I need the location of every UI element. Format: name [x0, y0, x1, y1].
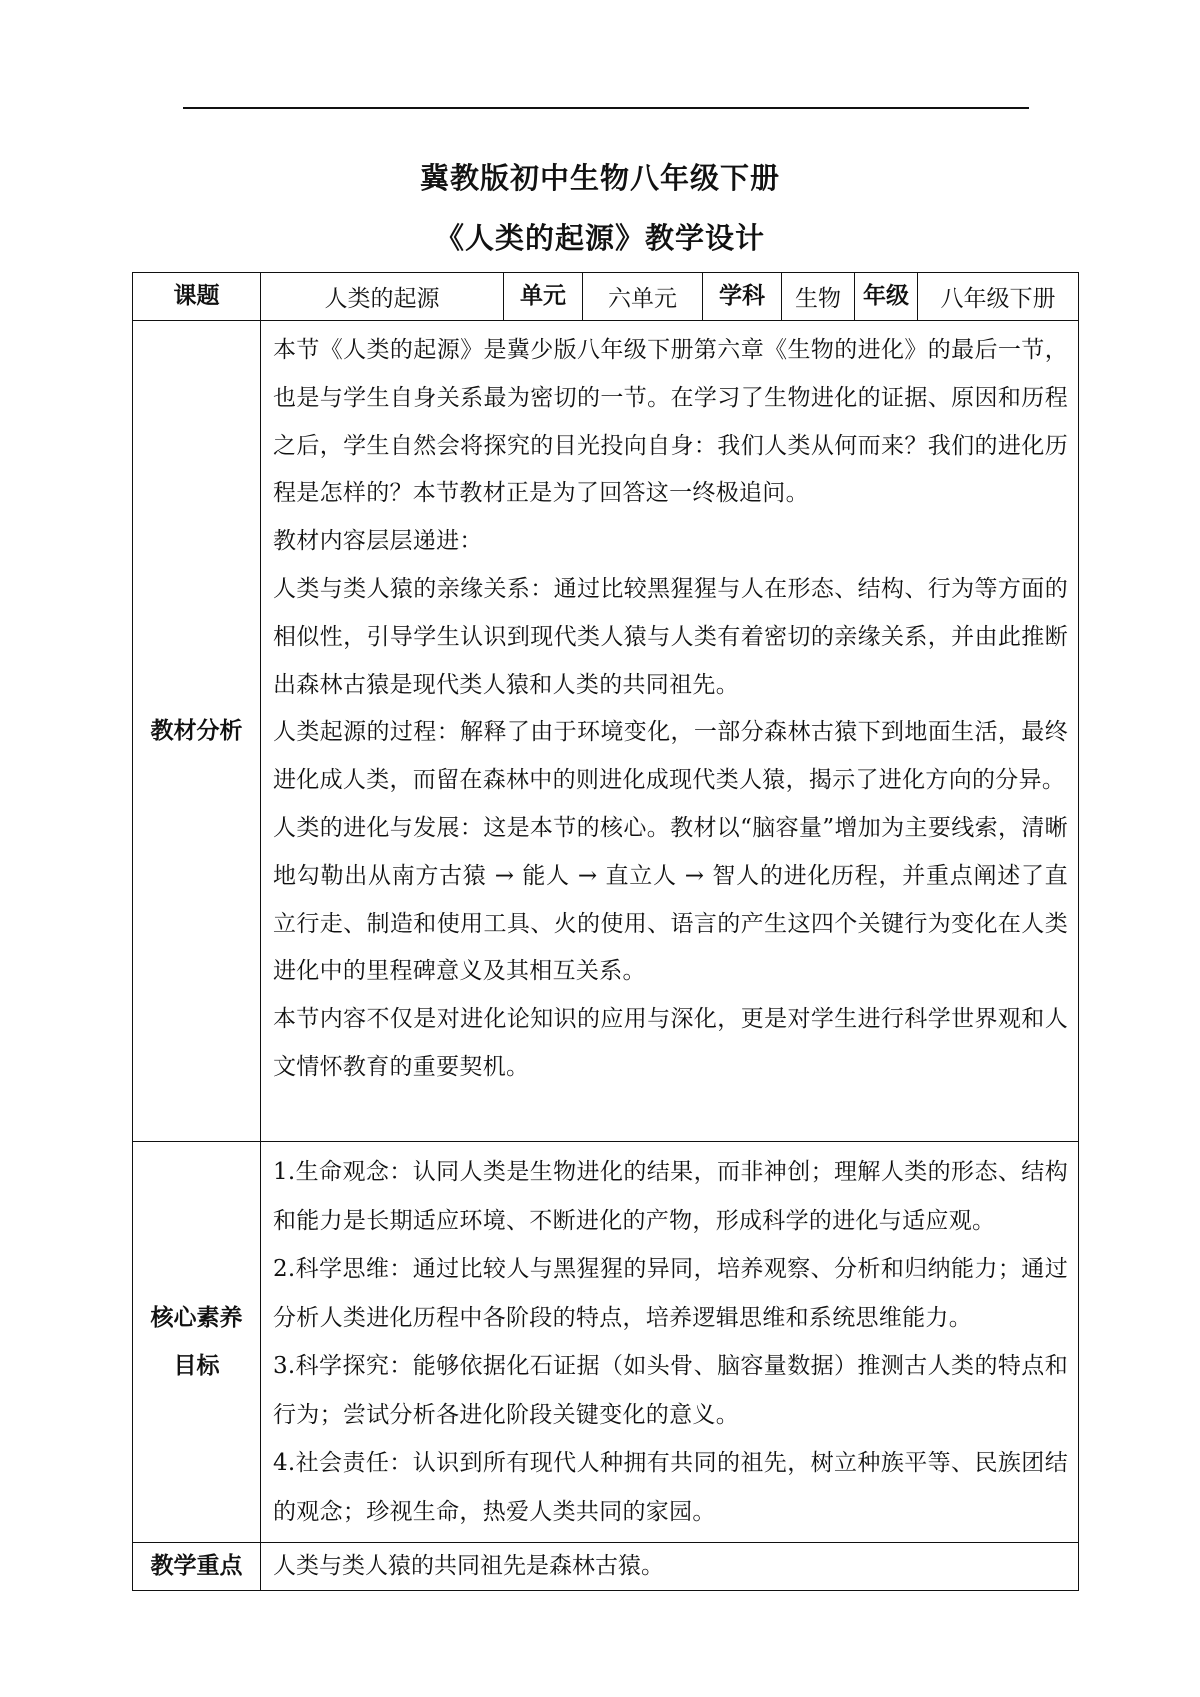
document-title: 冀教版初中生物八年级下册 [419, 161, 780, 195]
grade-label: 年级 [855, 273, 918, 321]
analysis-paragraph: 人类的进化与发展：这是本节的核心。教材以“脑容量”增加为主要线索，清晰地勾勒出从南方古猿 → 能人 → 直立人 → 智人的进化历程，并重点阐述了直立行走、制造和使用工具、火的使用、语言的产生这四个关键行为变化在人类进化中的里程碑意义及其相互关系。 [273, 814, 1068, 985]
lesson-plan-table [132, 272, 1079, 1591]
topic-value: 人类的起源 [261, 273, 504, 321]
goals-row [133, 1142, 1079, 1543]
subject-label: 学科 [703, 273, 782, 321]
analysis-paragraph: 人类与类人猿的亲缘关系：通过比较黑猩猩与人在形态、结构、行为等方面的相似性，引导学生认识到现代类人猿与人类有着密切的亲缘关系，并由此推断出森林古猿是现代类人猿和人类的共同祖先。 [273, 575, 1068, 698]
analysis-paragraph: 教材内容层层递进： [273, 528, 483, 555]
unit-label: 单元 [504, 273, 583, 321]
goals-label-line1: 核心素养 [150, 1305, 243, 1331]
analysis-paragraph: 本节内容不仅是对进化论知识的应用与深化，更是对学生进行科学世界观和人文情怀教育的重要契机。 [273, 1006, 1068, 1080]
focus-label: 教学重点 [133, 1543, 261, 1591]
subject-value: 生物 [782, 273, 855, 321]
document-subtitle: 《人类的起源》教学设计 [434, 221, 765, 255]
goals-label-line2: 目标 [173, 1353, 220, 1379]
goal-item: 3.科学探究：能够依据化石证据（如头骨、脑容量数据）推测古人类的特点和行为；尝试分析各进化阶段关键变化的意义。 [273, 1353, 1068, 1428]
grade-value: 八年级下册 [918, 273, 1079, 321]
analysis-row [133, 321, 1079, 1142]
goals-content [261, 1142, 1079, 1543]
goals-label [133, 1142, 261, 1543]
analysis-label: 教材分析 [133, 321, 261, 1142]
analysis-content [261, 321, 1079, 1142]
focus-value: 人类与类人猿的共同祖先是森林古猿。 [261, 1543, 1079, 1591]
goal-item: 2.科学思维：通过比较人与黑猩猩的异同，培养观察、分析和归纳能力；通过分析人类进化历程中各阶段的特点，培养逻辑思维和系统思维能力。 [273, 1256, 1068, 1331]
focus-row [133, 1543, 1079, 1591]
header-row [133, 273, 1079, 321]
analysis-paragraph: 人类起源的过程：解释了由于环境变化，一部分森林古猿下到地面生活，最终进化成人类，而留在森林中的则进化成现代类人猿，揭示了进化方向的分异。 [273, 719, 1068, 794]
analysis-paragraph: 本节《人类的起源》是冀少版八年级下册第六章《生物的进化》的最后一节，也是与学生自身关系最为密切的一节。在学习了生物进化的证据、原因和历程之后，学生自然会将探究的目光投向自身：我们人类从何而来？我们的进化历程是怎样的？本节教材正是为了回答这一终极追问。 [273, 337, 1068, 507]
topic-label: 课题 [133, 273, 261, 321]
unit-value: 六单元 [583, 273, 703, 321]
goal-item: 4.社会责任：认识到所有现代人种拥有共同的祖先，树立种族平等、民族团结的观念；珍视生命，热爱人类共同的家园。 [273, 1450, 1068, 1525]
header-rule [183, 107, 1029, 109]
goal-item: 1.生命观念：认同人类是生物进化的结果，而非神创；理解人类的形态、结构和能力是长期适应环境、不断进化的产物，形成科学的进化与适应观。 [273, 1159, 1068, 1234]
